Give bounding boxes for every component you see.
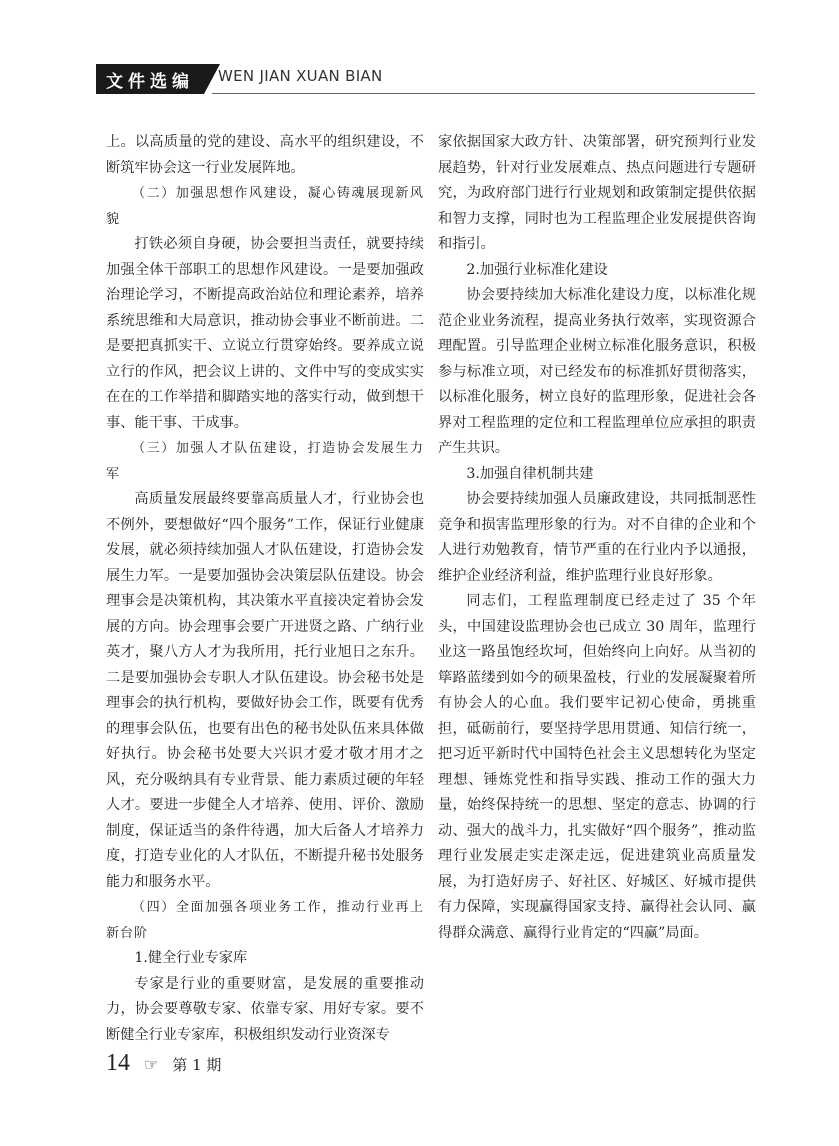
header-rule bbox=[212, 93, 755, 94]
pointing-hand-icon: ☞ bbox=[144, 1055, 159, 1074]
page-number: 14 bbox=[106, 1050, 130, 1076]
paragraph: 打铁必须自身硬，协会要担当责任，就要持续加强全体干部职工的思想作风建设。一是要加强政治理论学习，不断提高政治站位和理论素养，培养系统思维和大局意识，推动协会事业不断前进。二是要把真抓实干、立说立行贯穿始终。要养成立说立行的作风，把会议上讲的、文件中写的变成实实在在的工作举措和脚踏实地的落实行动，做到想干事、能干事、干成事。 bbox=[106, 236, 424, 431]
paragraph: 协会要持续加大标准化建设力度，以标准化规范企业业务流程，提高业务执行效率，实现资源合理配置。引导监理企业树立标准化服务意识，积极参与标准立项，对已经发布的标准抓好贯彻落实，以标准化服务，树立良好的监理形象，促进社会各界对工程监理的定位和工程监理单位应承担的职责产生共识。 bbox=[438, 287, 756, 456]
section-heading: （二）加强思想作风建设，凝心铸魂展现新风貌 bbox=[106, 186, 424, 227]
section-title: 文件选编 bbox=[96, 64, 204, 94]
left-column bbox=[106, 130, 424, 1048]
subsection-heading: 2.加强行业标准化建设 bbox=[466, 261, 608, 278]
paragraph: 协会要持续加强人员廉政建设，共同抵制恶性竞争和损害监理形象的行为。对不自律的企业和个人进行劝勉教育，情节严重的在行业内予以通报，维护企业经济利益，维护监理行业良好形象。 bbox=[438, 491, 756, 584]
section-heading: （四）全面加强各项业务工作，推动行业再上新台阶 bbox=[106, 900, 424, 941]
issue-label: 第 1 期 bbox=[172, 1056, 222, 1074]
subsection-heading: 1.健全行业专家库 bbox=[134, 950, 248, 966]
section-subtitle: WEN JIAN XUAN BIAN bbox=[218, 67, 383, 85]
page-footer bbox=[106, 1050, 221, 1077]
paragraph: 同志们，工程监理制度已经走过了 35 个年头，中国建设监理协会也已成立 30 周年，监理行业这一路虽饱经坎坷，但始终向上向好。从当初的筚路蓝缕到如今的硕果盈枝，行业的发展凝聚着所有协会人的心血。我们要牢记初心使命，勇挑重担，砥砺前行，要坚持学思用贯通、知信行统一，把习近平新时代中国特色社会主义思想转化为坚定理想、锤炼党性和指导实践、推动工作的强大力量，始终保持统一的思想、坚定的意志、协调的行动、强大的战斗力，扎实做好“四个服务”，推动监理行业发展走实走深走远，促进建筑业高质量发展，为打造好房子、好社区、好城区、好城市提供有力保障，实现赢得国家支持、赢得社会认同、赢得群众满意、赢得行业肯定的“四赢”局面。 bbox=[438, 593, 756, 941]
paragraph: 专家是行业的重要财富，是发展的重要推动力，协会要尊敬专家、依靠专家、用好专家。要不断健全行业专家库，积极组织发动行业资深专 bbox=[106, 975, 424, 1043]
paragraph: 上。以高质量的党的建设、高水平的组织建设，不断筑牢协会这一行业发展阵地。 bbox=[106, 134, 424, 176]
right-column bbox=[438, 130, 756, 946]
subsection-heading: 3.加强自律机制共建 bbox=[466, 465, 594, 482]
paragraph: 家依据国家大政方针、决策部署，研究预判行业发展趋势，针对行业发展难点、热点问题进行专题研究，为政府部门进行行业规划和政策制定提供依据和智力支撑，同时也为工程监理企业发展提供咨询和指引。 bbox=[438, 134, 756, 252]
paragraph: 高质量发展最终要靠高质量人才，行业协会也不例外，要想做好“四个服务”工作，保证行业健康发展，就必须持续加强人才队伍建设，打造协会发展生力军。一是要加强协会决策层队伍建设。协会理事会是决策机构，其决策水平直接决定着协会发展的方向。协会理事会要广开进贤之路、广纳行业英才，聚八方人才为我所用，托行业旭日之东升。二是要加强协会专职人才队伍建设。协会秘书处是理事会的执行机构，要做好协会工作，既要有优秀的理事会队伍，也要有出色的秘书处队伍来具体做好执行。协会秘书处要大兴识才爱才敬才用才之风，充分吸纳具有专业背景、能力素质过硬的年轻人才。要进一步健全人才培养、使用、评价、激励制度，保证适当的条件待遇，加大后备人才培养力度，打造专业化的人才队伍，不断提升秘书处服务能力和服务水平。 bbox=[106, 491, 424, 890]
section-heading: （三）加强人才队伍建设，打造协会发展生力军 bbox=[106, 441, 424, 482]
